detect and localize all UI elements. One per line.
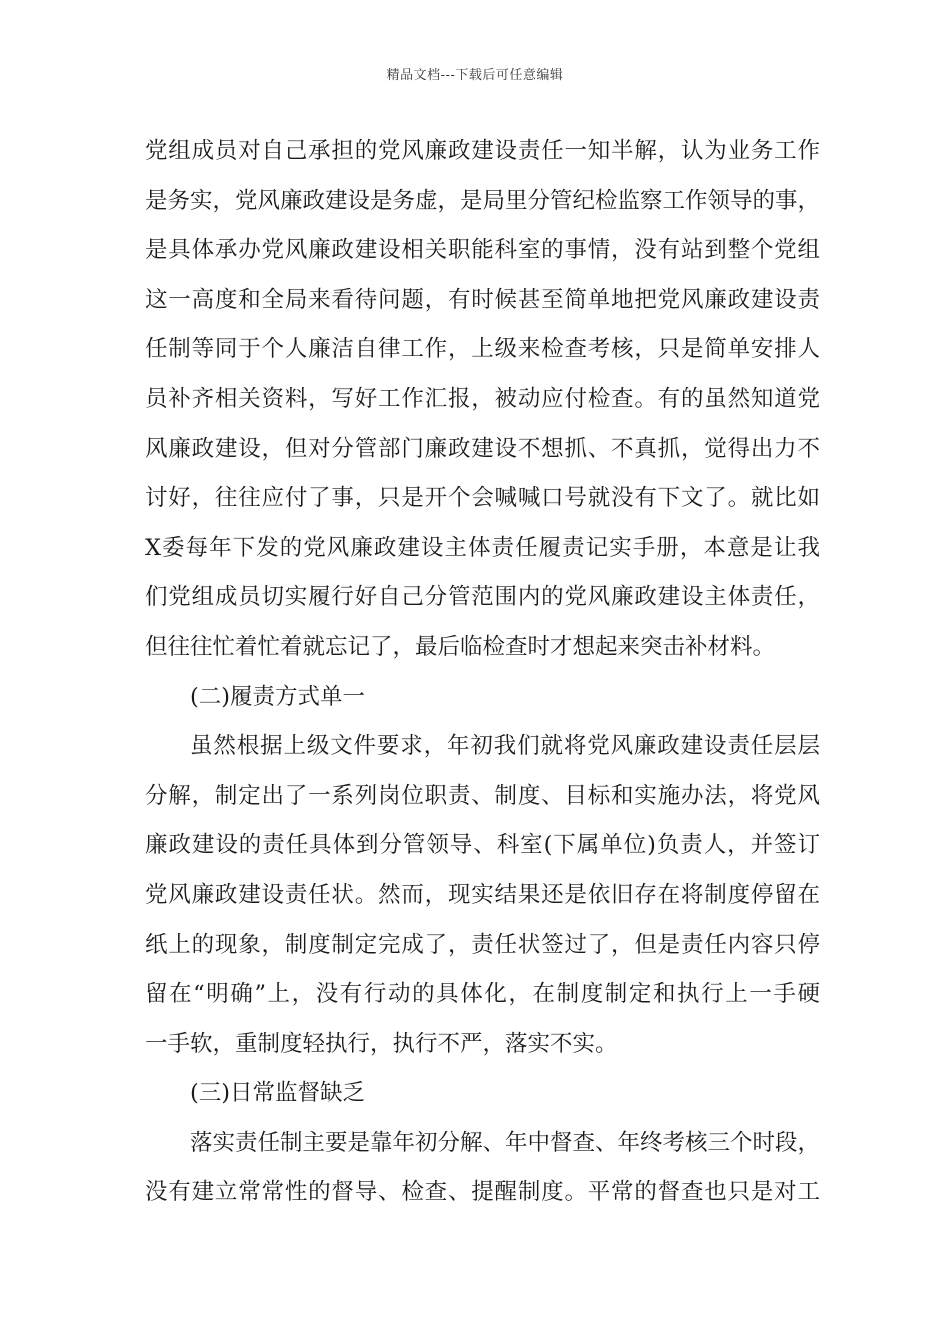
text-line: 但往往忙着忙着就忘记了，最后临检查时才想起来突击补材料。 (145, 633, 776, 660)
text-line: 党组成员对自己承担的党风廉政建设责任一知半解，认为业务工作 (145, 138, 820, 164)
text-line: 廉政建设的责任具体到分管领导、科室(下属单位)负责人，并签订 (145, 832, 820, 859)
text-line: 这一高度和全局来看待问题，有时候甚至简单地把党风廉政建设责 (145, 286, 820, 313)
text-line: 没有建立常常性的督导、检查、提醒制度。平常的督查也只是对工 (145, 1179, 820, 1206)
text-line: 留在“明确”上，没有行动的具体化，在制度制定和执行上一手硬 (145, 981, 820, 1008)
text-line: 们党组成员切实履行好自己分管范围内的党风廉政建设主体责任， (145, 584, 820, 611)
page-header: 精品文档---下载后可任意编辑 (386, 68, 564, 83)
text-line: 是具体承办党风廉政建设相关职能科室的事情，没有站到整个党组 (145, 237, 820, 264)
document-body (145, 127, 820, 1218)
text-line: 是务实，党风廉政建设是务虚，是局里分管纪检监察工作领导的事， (145, 187, 820, 214)
text-line: 任制等同于个人廉洁自律工作，上级来检查考核，只是简单安排人 (145, 336, 820, 363)
text-line: 落实责任制主要是靠年初分解、年中督查、年终考核三个时段， (190, 1129, 820, 1156)
text-line: 一手软，重制度轻执行，执行不严，落实不实。 (145, 1030, 618, 1057)
section-heading: (三)日常监督缺乏 (190, 1080, 366, 1107)
text-line: 风廉政建设，但对分管部门廉政建设不想抓、不真抓，觉得出力不 (145, 435, 820, 462)
text-line: 分解，制定出了一系列岗位职责、制度、目标和实施办法，将党风 (145, 782, 820, 809)
text-line: X委每年下发的党风廉政建设主体责任履责记实手册，本意是让我 (145, 534, 820, 561)
text-line: 员补齐相关资料，写好工作汇报，被动应付检查。有的虽然知道党 (145, 385, 820, 412)
text-line: 党风廉政建设责任状。然而，现实结果还是依旧存在将制度停留在 (145, 881, 820, 908)
text-line: 虽然根据上级文件要求，年初我们就将党风廉政建设责任层层 (190, 733, 820, 760)
text-line: 纸上的现象，制度制定完成了，责任状签过了，但是责任内容只停 (145, 931, 820, 958)
text-line: 讨好，往往应付了事，只是开个会喊喊口号就没有下文了。就比如 (145, 485, 820, 512)
section-heading: (二)履责方式单一 (190, 683, 366, 710)
